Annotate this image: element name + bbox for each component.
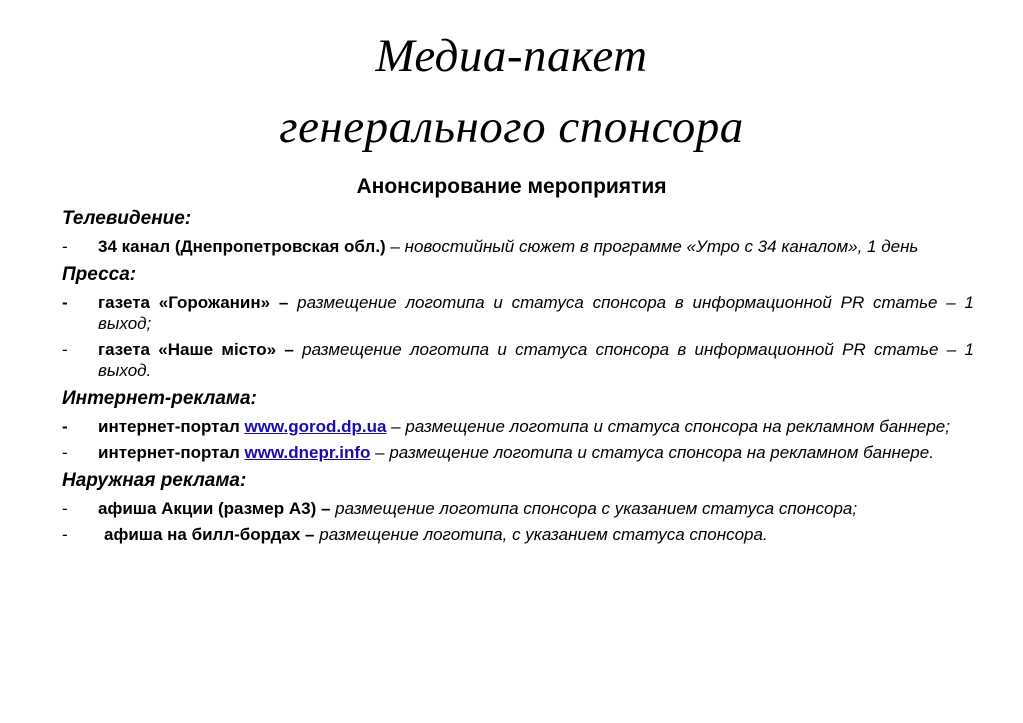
item-lead: афиша на билл-бордах –: [104, 525, 315, 544]
item-description: размещение логотипа и статуса спонсора в информационной PR статье – 1 выход;: [98, 293, 974, 333]
list-item-press-nashe-misto: [62, 339, 974, 381]
section-heading-outdoor: Наружная реклама:: [62, 470, 247, 491]
list-item-tv-34-channel: [62, 236, 974, 257]
media-package-list: [62, 207, 974, 545]
item-lead: 34 канал (Днепропетровская обл.): [98, 237, 386, 256]
list-dash: -: [62, 499, 68, 518]
item-description: размещение логотипа и статуса спонсора на рекламном баннере.: [389, 443, 934, 462]
item-lead: газета «Горожанин» –: [98, 293, 289, 312]
list-dash: -: [62, 417, 68, 436]
list-dash: -: [62, 293, 68, 312]
item-lead: интернет-портал: [98, 417, 245, 436]
item-description: новостийный сюжет в программе «Утро с 34 каналом», 1 день: [404, 237, 919, 256]
link-dnepr-info[interactable]: www.dnepr.info: [244, 443, 371, 462]
list-dash: -: [62, 525, 68, 544]
item-separator: –: [385, 237, 405, 256]
page-title-line-1: Медиа-пакет: [375, 30, 648, 82]
list-item-internet-gorod: [62, 416, 974, 437]
list-dash: -: [62, 340, 68, 359]
item-lead: газета «Наше місто» –: [98, 340, 294, 359]
item-lead: афиша Акции (размер А3) –: [98, 499, 331, 518]
item-separator: –: [386, 417, 406, 436]
link-gorod-dp-ua[interactable]: www.gorod.dp.ua: [244, 417, 387, 436]
list-dash: -: [62, 443, 68, 462]
list-item-internet-dnepr: [62, 442, 974, 463]
item-description: размещение логотипа и статуса спонсора на рекламном баннере;: [405, 417, 950, 436]
section-heading-internet: Интернет-реклама:: [62, 388, 257, 409]
page-subtitle: Анонсирование мероприятия: [356, 175, 667, 198]
item-description: размещение логотипа и статуса спонсора в информационной PR статье – 1 выход.: [98, 340, 975, 380]
list-item-outdoor-billboard: [62, 524, 974, 545]
page-title-line-2: генерального спонсора: [279, 101, 744, 153]
list-item-press-gorozhanin: [62, 292, 974, 334]
item-separator: –: [370, 443, 390, 462]
item-lead: интернет-портал: [98, 443, 245, 462]
list-dash: -: [62, 237, 68, 256]
item-description: размещение логотипа, с указанием статуса спонсора.: [314, 525, 768, 544]
item-description: размещение логотипа спонсора с указанием статуса спонсора;: [330, 499, 858, 518]
section-heading-tv: Телевидение:: [62, 208, 192, 229]
section-heading-press: Пресса:: [62, 264, 137, 285]
list-item-outdoor-poster: [62, 498, 974, 519]
